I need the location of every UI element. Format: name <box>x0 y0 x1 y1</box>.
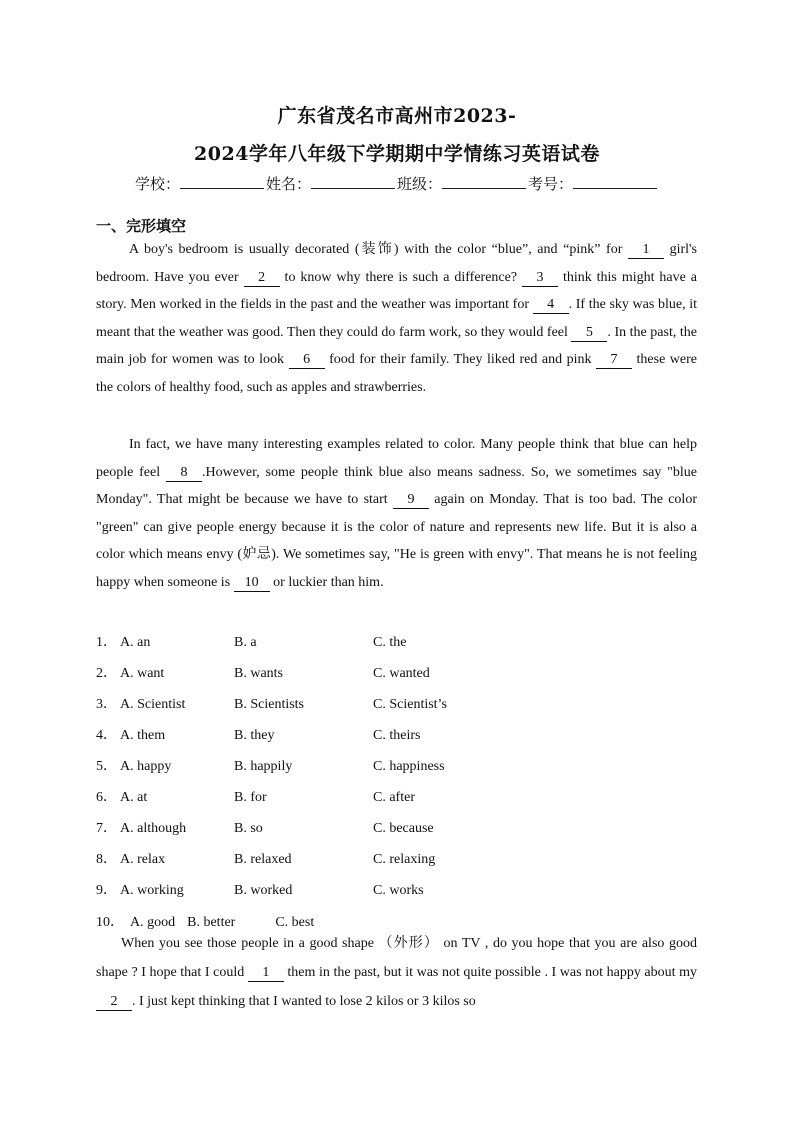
option-c: C. best <box>275 915 315 930</box>
option-a[interactable]: A. want <box>120 666 165 681</box>
option-b: B. better <box>187 915 236 930</box>
option-c[interactable]: C. works <box>373 883 424 898</box>
answer-blank-1[interactable]: 1 <box>248 965 284 982</box>
question-number: 9． <box>96 883 117 898</box>
class-field <box>397 173 528 194</box>
option-c[interactable]: C. relaxing <box>373 852 436 867</box>
answer-blank-4[interactable]: 4 <box>533 297 569 314</box>
class-blank-line <box>442 176 526 189</box>
passage1-paragraph2: In fact, we have many interesting examples related to color. Many people think that blue can help people feel 8 .However, some people think blue also means sadness. So, we sometimes say "blue Monday". That might be because we have to start 9 again on Monday. That is too bad. The color "green" can give people energy because it is the color of nature and represents new life. But it is also a color which means envy (妒忌). We sometimes say, "He is green with envy". That means he is not feeling happy when someone is 10 or luckier than him. <box>96 437 697 590</box>
section-title: 一、完形填空 <box>96 217 187 235</box>
answer-blank-10[interactable]: 10 <box>234 575 270 592</box>
option-b[interactable]: B. they <box>234 728 275 743</box>
name-blank-line <box>311 176 395 189</box>
option-a: A. good <box>130 915 176 930</box>
answer-blank-2[interactable]: 2 <box>244 270 280 287</box>
answer-blank-5[interactable]: 5 <box>571 325 607 342</box>
option-c[interactable]: C. the <box>373 635 407 650</box>
exam-number-field <box>528 173 659 194</box>
option-c[interactable]: C. Scientist’s <box>373 697 447 712</box>
option-b[interactable]: B. worked <box>234 883 293 898</box>
answer-blank-3[interactable]: 3 <box>522 270 558 287</box>
option-a[interactable]: A. at <box>120 790 148 805</box>
option-a[interactable]: A. working <box>120 883 184 898</box>
class-label: 班级： <box>397 175 443 193</box>
question-number: 3． <box>96 697 117 712</box>
exam-number-label: 考号： <box>528 175 574 193</box>
question-number: 2． <box>96 666 117 681</box>
answer-blank-6[interactable]: 6 <box>289 352 325 369</box>
exam-title-line1: 广东省茂名市高州市2023- <box>277 105 517 127</box>
question-number: 6． <box>96 790 117 805</box>
question-number: 7． <box>96 821 117 836</box>
option-a[interactable]: A. happy <box>120 759 172 774</box>
option-c[interactable]: C. because <box>373 821 434 836</box>
question-number: 8． <box>96 852 117 867</box>
option-b[interactable]: B. Scientists <box>234 697 305 712</box>
option-c[interactable]: C. happiness <box>373 759 445 774</box>
option-a[interactable]: A. an <box>120 635 151 650</box>
passage1-paragraph1: A boy's bedroom is usually decorated (装饰) with the color “blue”, and “pink” for 1 girl's bedroom. Have you ever 2 to know why there is such a difference? 3 think this might have a story. Men worked in the fields in the past and the weather was important for 4 . If the sky was blue, it meant that the weather was good. Then they could do farm work, so they would feel 5 . In the past, the main job for women was to look 6 food for their family. They liked red and pink 7 these were the colors of healthy food, such as apples and strawberries. <box>96 242 697 395</box>
question-number: 4． <box>96 728 117 743</box>
school-field <box>135 173 266 194</box>
answer-blank-9[interactable]: 9 <box>393 492 429 509</box>
option-b[interactable]: B. relaxed <box>234 852 292 867</box>
option-c[interactable]: C. wanted <box>373 666 430 681</box>
answer-blank-2[interactable]: 2 <box>96 994 132 1011</box>
school-label: 学校： <box>134 175 180 193</box>
option-b[interactable]: B. wants <box>234 666 283 681</box>
option-a[interactable]: A. relax <box>120 852 166 867</box>
question-number: 5． <box>96 759 117 774</box>
option-b[interactable]: B. happily <box>234 759 293 774</box>
school-blank-line <box>180 176 264 189</box>
answer-blank-1[interactable]: 1 <box>628 242 664 259</box>
name-label: 姓名： <box>265 175 311 193</box>
exam-number-blank-line <box>573 176 657 189</box>
question-number: 10． <box>96 915 124 930</box>
student-info-row <box>0 173 794 194</box>
option-c[interactable]: C. after <box>373 790 415 805</box>
name-field <box>266 173 397 194</box>
option-b[interactable]: B. so <box>234 821 263 836</box>
exam-title-line2: 2024学年八年级下学期期中学情练习英语试卷 <box>194 143 600 165</box>
question-number: 1． <box>96 635 117 650</box>
answer-blank-8[interactable]: 8 <box>166 465 202 482</box>
answer-blank-7[interactable]: 7 <box>596 352 632 369</box>
option-b[interactable]: B. for <box>234 790 267 805</box>
option-a[interactable]: A. them <box>120 728 166 743</box>
passage2-paragraph1: When you see those people in a good shape （外形） on TV , do you hope that you are also good shape ? I hope that I could 1 them in the past, but it was not quite possible . I was not happy about my 2 . I just kept thinking that I wanted to lose 2 kilos or 3 kilos so <box>96 936 697 1009</box>
option-b[interactable]: B. a <box>234 635 257 650</box>
option-a[interactable]: A. Scientist <box>120 697 186 712</box>
option-c[interactable]: C. theirs <box>373 728 421 743</box>
option-a[interactable]: A. although <box>120 821 187 836</box>
